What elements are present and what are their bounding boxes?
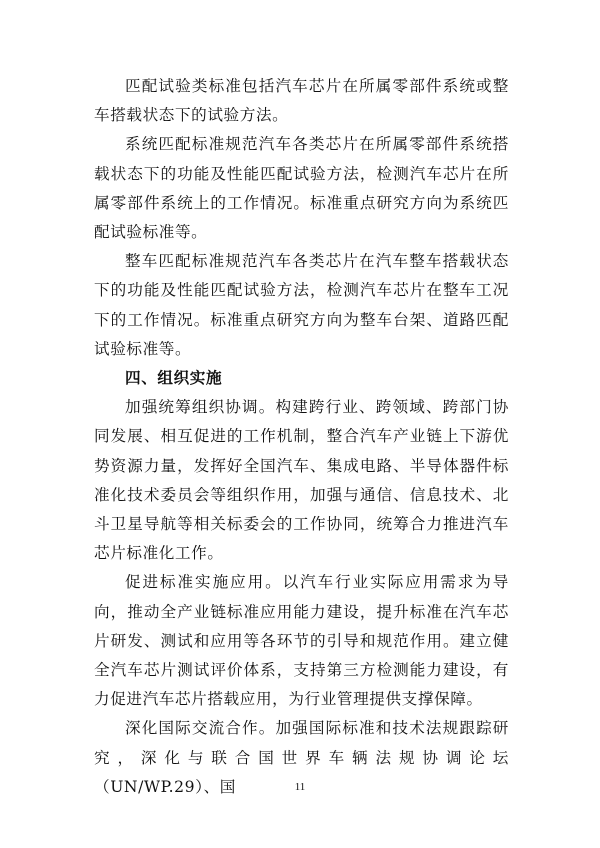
paragraph-text: 以汽车行业实际应用需求为导向，推动全产业链标准应用能力建设，提升标准在汽车芯片研发、测试和应用等各环节的引导和规范作用。建立健全汽车芯片测试评价体系，支持第三方检测能力建设，有力促进汽车芯片搭载应用，为行业管理提供支撑保障。 [94, 573, 509, 709]
document-body [94, 72, 509, 802]
paragraph-match-test-standards [94, 72, 509, 130]
paragraph-text: 系统匹配标准规范汽车各类芯片在所属零部件系统搭载状态下的功能及性能匹配试验方法，检测汽车芯片在所属零部件系统上的工作情况。标准重点研究方向为系统匹配试验标准等。 [94, 135, 509, 242]
paragraph-vehicle-match-standards [94, 247, 509, 364]
paragraph-text: 匹配试验类标准包括汽车芯片在所属零部件系统或整车搭载状态下的试验方法。 [94, 77, 509, 125]
paragraph-text: 构建跨行业、跨领域、跨部门协同发展、相互促进的工作机制，整合汽车产业链上下游优势资源力量，发挥好全国汽车、集成电路、半导体器件标准化技术委员会等组织作用，加强与通信、信息技术、北斗卫星导航等相关标委会的工作协同，统筹合力推进汽车芯片标准化工作。 [94, 398, 509, 563]
page-number: 11 [294, 781, 306, 793]
paragraph-lead: 深化国际交流合作。 [125, 719, 276, 738]
paragraph-system-match-standards [94, 130, 509, 247]
paragraph-text: 整车匹配标准规范汽车各类芯片在汽车整车搭载状态下的功能及性能匹配试验方法，检测汽车芯片在整车工况下的工作情况。标准重点研究方向为整车台架、道路匹配试验标准等。 [94, 252, 509, 358]
paragraph-lead: 加强统筹组织协调。 [125, 398, 276, 417]
section-heading: 四、组织实施 [125, 369, 223, 388]
paragraph-coordination [94, 393, 509, 568]
paragraph-implementation [94, 568, 509, 714]
paragraph-text: 加强国际标准和技术法规跟踪研究，深化与联合国世界车辆法规协调论坛（UN/WP.29）、国 [94, 719, 509, 796]
paragraph-lead: 促进标准实施应用。 [125, 573, 283, 592]
